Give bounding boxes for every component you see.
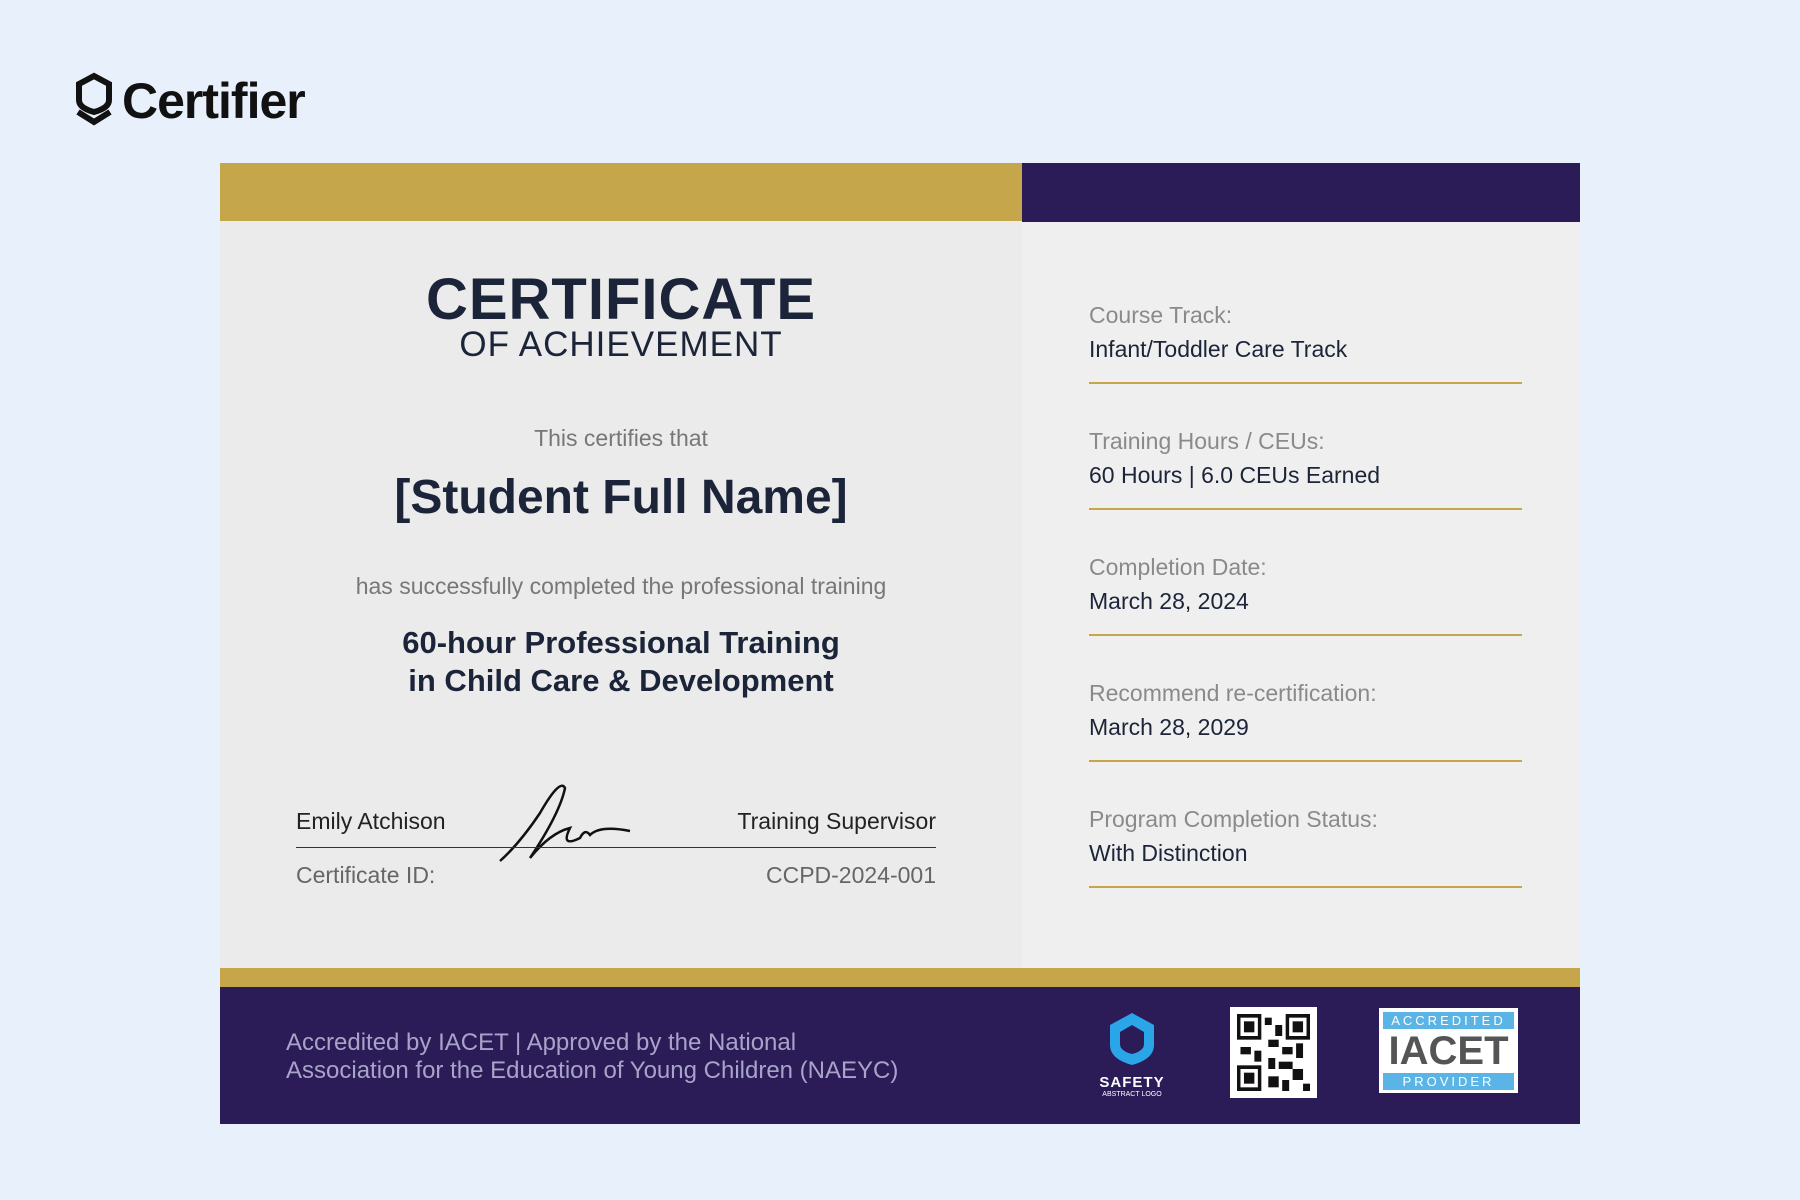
safety-logo-title: SAFETY [1099,1074,1165,1091]
detail-label: Course Track: [1089,302,1233,328]
accreditation-text [286,1029,898,1085]
iacet-bottom: PROVIDER [1383,1073,1514,1090]
divider [1089,382,1522,384]
detail-recertification [1089,680,1522,806]
safety-logo-sub: ABSTRACT LOGO [1102,1091,1162,1098]
shield-logo-icon [74,72,114,130]
detail-label: Completion Date: [1089,554,1267,580]
gold-header-bar [220,163,1022,221]
certificate-footer [220,987,1580,1124]
accreditation-line-2: Association for the Education of Young Children (NAEYC) [286,1057,899,1084]
course-title [220,624,1022,700]
certifies-text: This certifies that [534,425,708,451]
shield-icon [1102,1009,1162,1069]
detail-status [1089,806,1522,932]
detail-training-hours [1089,428,1522,554]
signer-role: Training Supervisor [737,808,936,834]
purple-header-bar [1022,163,1580,222]
course-line-2: in Child Care & Development [408,663,834,698]
detail-value: March 28, 2029 [1089,714,1249,740]
qr-code[interactable] [1230,1007,1317,1098]
accreditation-line-1: Accredited by IACET | Approved by the National [286,1029,797,1056]
divider [1089,508,1522,510]
detail-completion-date [1089,554,1522,680]
signer-name: Emily Atchison [296,808,446,834]
certifier-logo [74,72,305,130]
certificate-id: CCPD-2024-001 [765,862,936,888]
certificate-title: CERTIFICATE [425,267,817,332]
divider [1089,886,1522,888]
signature-line [296,847,936,848]
certificate-subtitle: OF ACHIEVEMENT [459,325,783,364]
iacet-logo [1379,1008,1518,1093]
iacet-main: IACET [1388,1029,1509,1073]
safety-logo [1090,1009,1174,1098]
detail-value: March 28, 2024 [1089,588,1249,614]
detail-value: 60 Hours | 6.0 CEUs Earned [1089,462,1381,488]
detail-label: Program Completion Status: [1089,806,1378,832]
brand-name: Certifier [122,73,305,129]
detail-label: Training Hours / CEUs: [1089,428,1325,454]
detail-course-track [1089,302,1522,428]
detail-value: With Distinction [1089,840,1248,866]
qr-code-icon [1237,1014,1310,1091]
signature-icon [490,773,650,873]
certificate-id-label: Certificate ID: [296,862,436,888]
divider [1089,760,1522,762]
divider [1089,634,1522,636]
detail-value: Infant/Toddler Care Track [1089,336,1348,362]
completed-text: has successfully completed the professional training [355,573,887,599]
course-line-1: 60-hour Professional Training [402,625,840,660]
certificate [220,163,1580,1124]
gold-footer-strip [220,968,1580,987]
iacet-top: ACCREDITED [1383,1012,1514,1029]
student-name: [Student Full Name] [394,471,848,524]
detail-label: Recommend re-certification: [1089,680,1377,706]
